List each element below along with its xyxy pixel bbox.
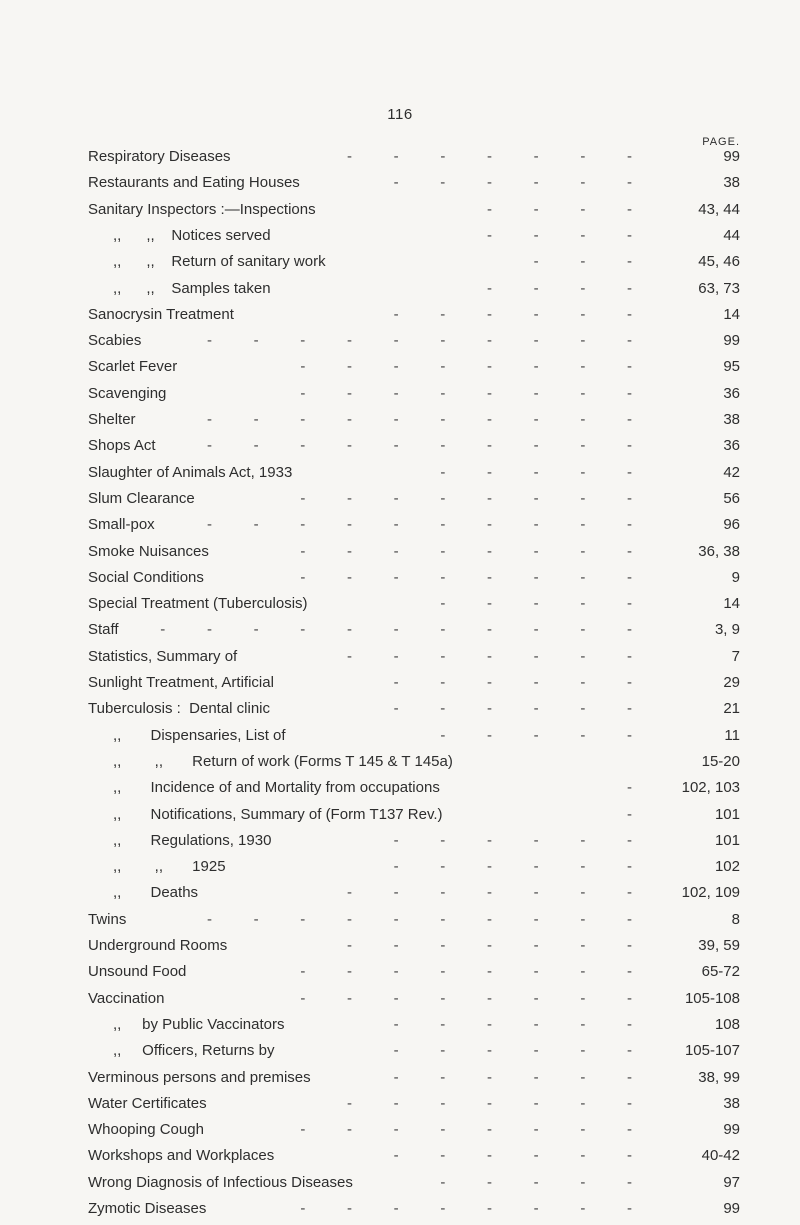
index-entry-page: 8 (731, 910, 740, 928)
index-entry (88, 1172, 740, 1194)
leader-dashes: - - - - (486, 279, 632, 297)
leader-dashes: - - - - - - - - - - - (160, 621, 632, 639)
index-entry-page: 44 (723, 226, 740, 244)
leader-dashes: - - - - - - - - (300, 1200, 632, 1217)
leader-dashes: - - - - - - - - (300, 989, 632, 1007)
index-entry-page: 108 (714, 1015, 740, 1033)
index-entry (88, 146, 740, 168)
index-entry-page: 29 (723, 674, 740, 691)
index-entry-label: Slaughter of Animals Act, 1933 (88, 463, 293, 481)
leader-dashes: - - - - - - - - (300, 384, 632, 402)
index-entry-label: Twins (88, 910, 127, 928)
index-entry (88, 278, 740, 300)
index-entry (88, 330, 740, 352)
leader-dashes: - - - - - - - - - - (206, 910, 632, 928)
leader-dashes: - - - - - - (393, 1068, 632, 1086)
index-entry-label: Slum Clearance (88, 489, 195, 507)
index-entry (88, 751, 740, 773)
index-entry-label: Zymotic Diseases (88, 1200, 207, 1217)
index-entry-label: Whooping Cough (88, 1121, 204, 1139)
index-entry (88, 646, 740, 668)
leader-dashes: - - - - - - (393, 700, 632, 718)
leader-dashes: - - - - - - - - (300, 358, 632, 376)
index-entry-label: Sunlight Treatment, Artificial (88, 674, 274, 691)
leader-dashes: - - - - - - (393, 858, 632, 876)
leader-dashes: - - - - - - - - - - (206, 332, 632, 350)
leader-dashes: - - - - - (440, 726, 632, 744)
index-entry-label: Shops Act (88, 437, 156, 455)
index-entry-page: 45, 46 (698, 253, 740, 271)
index-entry-label: Unsound Food (88, 963, 187, 981)
index-entry-label: Smoke Nuisances (88, 542, 209, 560)
index-entry-label: Respiratory Diseases (88, 148, 231, 165)
leader-dashes: - - - - - - - - - - (206, 411, 632, 428)
index-entry-label: Workshops and Workplaces (88, 1147, 275, 1165)
index-entry-label: Wrong Diagnosis of Infectious Diseases (88, 1173, 353, 1191)
index-entry-page: 42 (723, 463, 740, 481)
index-entry-page: 39, 59 (698, 937, 740, 954)
index-entry-page: 36 (723, 437, 740, 455)
index-entry-label: ,, ,, Return of work (Forms T 145 & T 145a) (113, 752, 453, 770)
leader-dashes: - - - - - (440, 463, 632, 481)
index-entry-label: Staff (88, 621, 119, 639)
leader-dashes: - - - - - - - (346, 148, 632, 165)
leader-dashes: - - - - - (440, 595, 632, 613)
index-entry-page: 38, 99 (698, 1068, 740, 1086)
index-entry (88, 541, 740, 563)
leader-dashes: - - - - - - - - - - (206, 516, 632, 534)
index-entry (88, 225, 740, 247)
index-entry-page: 96 (723, 516, 740, 534)
index-entry (88, 356, 740, 378)
index-entry-label: ,, by Public Vaccinators (113, 1015, 285, 1033)
index-entry-page: 43, 44 (698, 200, 740, 218)
index-entry-page: 99 (723, 148, 740, 165)
index-entry (88, 777, 740, 799)
leader-dashes: - - - - - - - (346, 647, 632, 665)
leader-dashes: - - - - - - (393, 305, 632, 323)
page-column-header: PAGE. (702, 136, 740, 148)
index-entry-page: 40-42 (701, 1147, 740, 1165)
index-entry-page: 99 (723, 1200, 740, 1217)
leader-dashes: - - - - (486, 226, 632, 244)
index-entry-page: 15-20 (701, 752, 740, 770)
index-entry-label: ,, Dispensaries, List of (113, 726, 286, 744)
index-entry (88, 172, 740, 194)
index-entry (88, 383, 740, 405)
leader-dashes: - - - - - - (393, 1042, 632, 1060)
leader-dashes: - (627, 805, 632, 823)
index-entry (88, 830, 740, 852)
index-entry (88, 488, 740, 510)
index-entry-page: 11 (724, 726, 740, 744)
index-entry (88, 409, 740, 431)
index-entry-page: 14 (723, 595, 740, 613)
index-entry (88, 1145, 740, 1167)
leader-dashes: - - - - - - - (346, 937, 632, 954)
index-entry (88, 593, 740, 615)
index-entry-label: ,, Notifications, Summary of (Form T137 Rev.) (113, 805, 443, 823)
leader-dashes: - - - - - - (393, 674, 632, 691)
index-entry-label: Underground Rooms (88, 937, 228, 954)
leader-dashes: - - - - - - - (346, 1094, 632, 1112)
page-number: 116 (387, 106, 413, 123)
index-entry-label: Small-pox (88, 516, 155, 534)
index-entry-page: 21 (723, 700, 740, 718)
index-entry-page: 38 (723, 411, 740, 428)
leader-dashes: - (627, 779, 632, 797)
index-entry-page: 7 (731, 647, 740, 665)
index-entry (88, 1067, 740, 1089)
index-entry (88, 304, 740, 326)
index-entry-page: 105-107 (684, 1042, 740, 1060)
index-entry-label: Special Treatment (Tuberculosis) (88, 595, 308, 613)
leader-dashes: - - - - - - - - (300, 542, 632, 560)
index-entry-page: 65-72 (701, 963, 740, 981)
index-entry-label: Scarlet Fever (88, 358, 178, 376)
index-entry (88, 462, 740, 484)
leader-dashes: - - - - - - (393, 1147, 632, 1165)
index-entry (88, 988, 740, 1010)
index-entry-label: ,, ,, Notices served (113, 226, 271, 244)
index-entry-label: Scavenging (88, 384, 167, 402)
index-entry-label: Water Certificates (88, 1094, 207, 1112)
index-entry-label: Sanocrysin Treatment (88, 305, 234, 323)
index-entry-label: Tuberculosis : Dental clinic (88, 700, 271, 718)
index-entry (88, 725, 740, 747)
leader-dashes: - - - - - - - - (300, 963, 632, 981)
index-entry-label: ,, Deaths (113, 884, 199, 902)
leader-dashes: - - - - - - (393, 831, 632, 849)
index-entry-page: 3, 9 (714, 621, 740, 639)
index-entry-page: 36, 38 (698, 542, 740, 560)
index-entry-page: 14 (723, 305, 740, 323)
index-entry-label: ,, Officers, Returns by (113, 1042, 275, 1060)
index-entry-page: 101 (714, 831, 740, 849)
index-entry-page: 63, 73 (698, 279, 740, 297)
index-entry (88, 199, 740, 221)
index-entry-label: Sanitary Inspectors :—Inspections (88, 200, 316, 218)
index-entry (88, 882, 740, 904)
index-entry-label: Social Conditions (88, 568, 204, 586)
index-entry (88, 672, 740, 694)
index-entry (88, 1014, 740, 1036)
index-entry-label: Statistics, Summary of (88, 647, 238, 665)
index-entry-label: Restaurants and Eating Houses (88, 174, 300, 192)
index-entry (88, 1198, 740, 1220)
leader-dashes: - - - - - - - - (300, 568, 632, 586)
index-entry-page: 105-108 (684, 989, 740, 1007)
index-entry-label: Scabies (88, 332, 142, 350)
index-entry (88, 619, 740, 641)
index-entry-page: 38 (723, 174, 740, 192)
index-entry (88, 435, 740, 457)
index-entry-page: 9 (731, 568, 740, 586)
index-entry (88, 856, 740, 878)
index-entry (88, 251, 740, 273)
index-entry-page: 36 (723, 384, 740, 402)
index-entry-page: 56 (723, 489, 740, 507)
index-entry-label: ,, Incidence of and Mortality from occupations (113, 779, 440, 797)
leader-dashes: - - - - (486, 200, 632, 218)
leader-dashes: - - - - - - - - (300, 489, 632, 507)
leader-dashes: - - - - - (440, 1173, 632, 1191)
index-entry-page: 102, 109 (681, 884, 740, 902)
index-entry-page: 101 (714, 805, 740, 823)
index-entry-label: ,, ,, Return of sanitary work (113, 253, 326, 271)
index-entry (88, 1119, 740, 1141)
index-entry (88, 961, 740, 983)
index-entry-page: 95 (723, 358, 740, 376)
leader-dashes: - - - - - - - (346, 884, 632, 902)
index-entry (88, 909, 740, 931)
index-entry-page: 38 (723, 1094, 740, 1112)
index-entry-page: 99 (723, 332, 740, 350)
index-entry-page: 99 (723, 1121, 740, 1139)
index-entry-label: ,, Regulations, 1930 (113, 831, 272, 849)
leader-dashes: - - - (533, 253, 632, 271)
index-entry-page: 102, 103 (681, 779, 740, 797)
index-entry (88, 567, 740, 589)
leader-dashes: - - - - - - (393, 1015, 632, 1033)
index-entry (88, 804, 740, 826)
index-entry (88, 514, 740, 536)
index-entry-label: Shelter (88, 411, 136, 428)
index-entry (88, 698, 740, 720)
leader-dashes: - - - - - - (393, 174, 632, 192)
index-entry-page: 97 (723, 1173, 740, 1191)
index-entry-label: Vaccination (88, 989, 165, 1007)
index-entry (88, 1040, 740, 1062)
index-entry-page: 102 (714, 858, 740, 876)
index-entry-label: ,, ,, 1925 (113, 858, 226, 876)
leader-dashes: - - - - - - - - - - (206, 437, 632, 455)
index-entry-label: Verminous persons and premises (88, 1068, 311, 1086)
index-entry-label: ,, ,, Samples taken (113, 279, 271, 297)
index-entry (88, 935, 740, 957)
index-entry (88, 1093, 740, 1115)
leader-dashes: - - - - - - - - (300, 1121, 632, 1139)
